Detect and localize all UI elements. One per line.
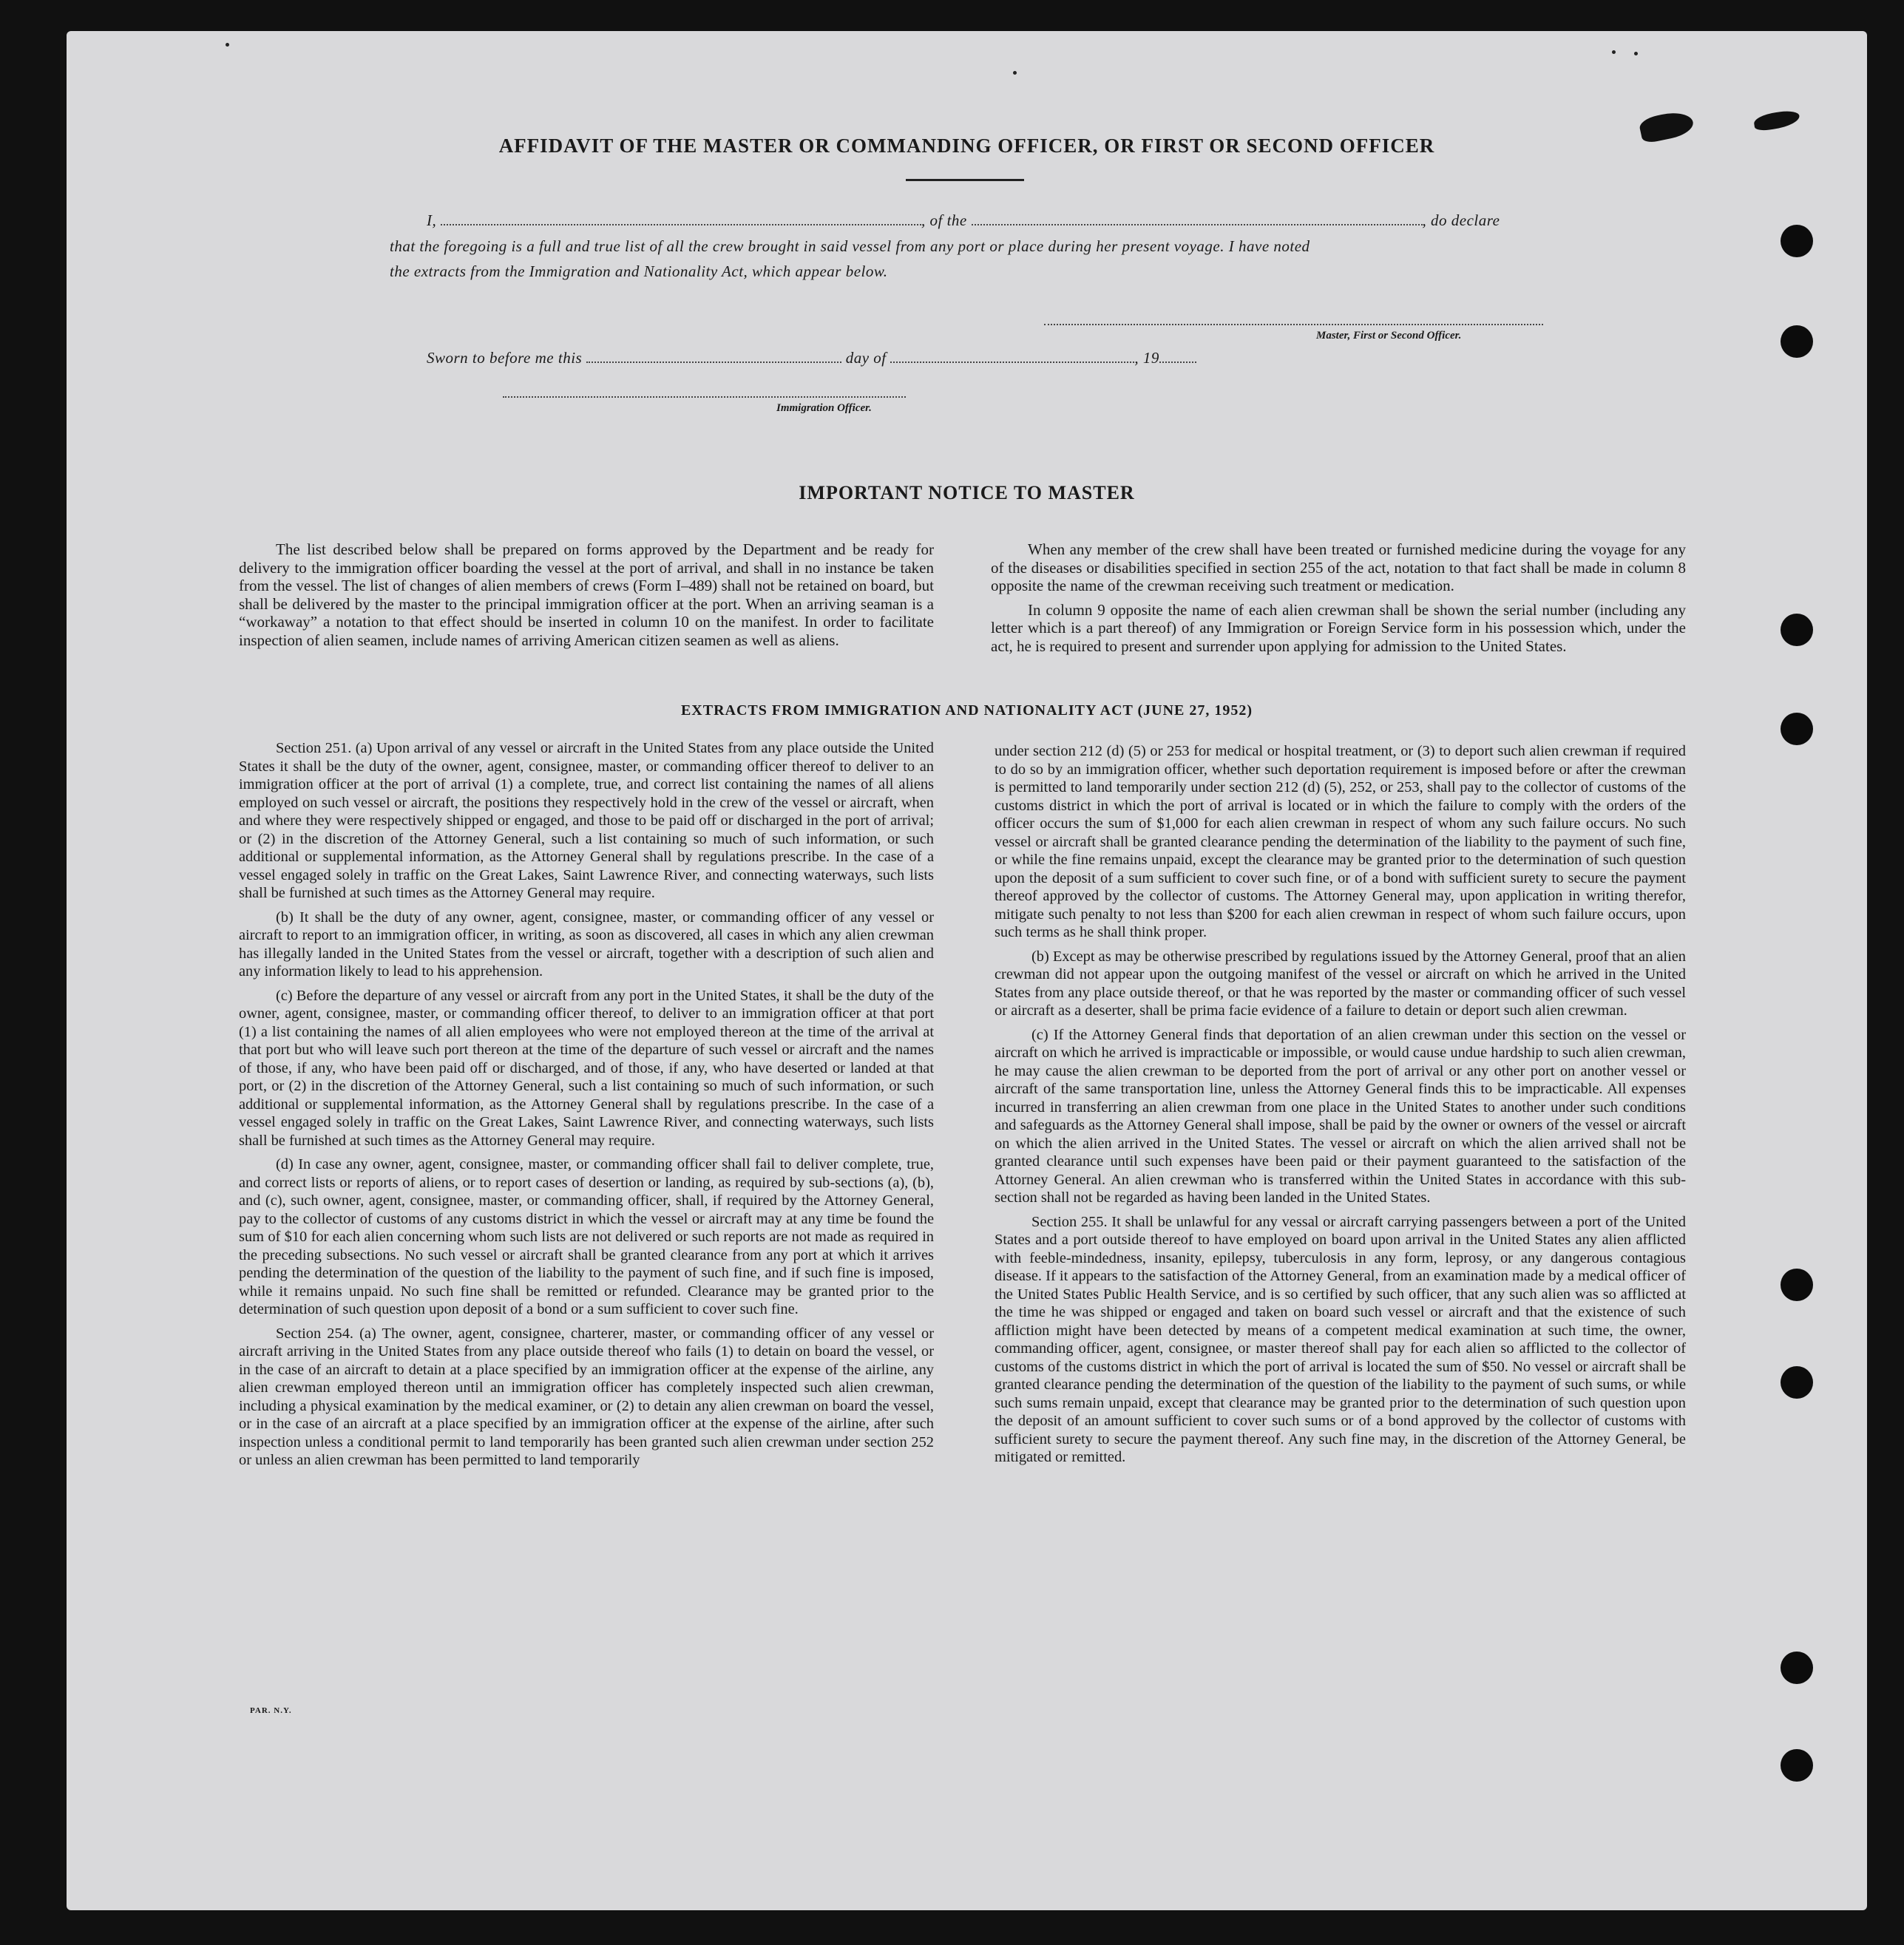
master-signature-line[interactable] [1044,324,1543,325]
sworn-year: , 19 [1134,349,1159,367]
section-251-b: (b) It shall be the duty of any owner, agent, consignee, master, or commanding officer of any vessel or aircraft to report to an immigration officer, in writing, as soon as discovered, all cases in which any alien crewman has illegally landed in the United States from the vessel or aircraft, together with a description of such alien and any information likely to lead to his apprehension. [239,909,934,980]
officer-signature-label: Immigration Officer. [776,402,872,414]
sworn-day-field[interactable] [586,361,841,363]
printer-mark: PAR. N.Y. [250,1706,292,1715]
officer-signature-line[interactable] [503,396,906,398]
notice-left-paragraph: The list described below shall be prepared on forms approved by the Department and be ready for delivery to the immigration officer boarding the vessel at the port of arrival, and shall in no instance be taken from the vessel. The list of changes of alien members of crews (Form I–489) shall not be retained on board, but shall be delivered by the master to the principal immigration officer at the port. When an arriving seaman is a “workaway” a notation to that effect should be inserted in column 10 on the manifest. In order to facilitate inspection of alien seamen, include names of arriving American citizen seamen as well as aliens. [239,540,934,649]
affidavit-title: AFFIDAVIT OF THE MASTER OR COMMANDING OFFICER, OR FIRST OR SECOND OFFICER [498,135,1435,157]
section-255: Section 255. It shall be unlawful for any vessal or aircraft carrying passengers between a port of the United States and a port outside thereof to have employed on board upon arrival in the United States any alien afflicted with feeble-mindedness, insanity, epilepsy, tuberculosis in any form, leprosy, or any dangerous contagious disease. If it appears to the satisfaction of the Attorney General, from an examination made by a medical officer of the United States Public Health Service, and is so certified by such officer, that any such alien was so afflicted at the time he was shipped or engaged and taken on board such vessel or aircraft and that the existence of such affliction might have been detected by means of a competent medical examination at such time, the owner, commanding officer, agent, consignee, or master thereof shall pay for each alien so afflicted to the collector of customs of the customs district in which the port of arrival is located the sum of $50. No vessel or aircraft shall be granted clearance pending the determination of the question of the liability to the payment of such sums, or while such sums remain unpaid, except that clearance may be granted prior to the determination of such question upon the deposit of an amount sufficient to cover such sums or of a bond approved by the collector of customs with sufficient surety to secure the payment thereof. Any such fine may, in the discretion of the Attorney General, be mitigated or remitted. [995,1213,1686,1465]
declaration-of-the: , of the [921,211,967,229]
sworn-month-field[interactable] [890,361,1134,363]
notice-right-paragraph-2: In column 9 opposite the name of each alien crewman shall be shown the serial number (including any letter which is a part thereof) of any Immigration or Foreign Service form in his possession which, under the act, he is required to present and surrender upon applying for admission to the United States. [991,600,1686,655]
section-254-b: (b) Except as may be otherwise prescribed by regulations issued by the Attorney General, proof that an alien crewman did not appear upon the outgoing manifest of the vessel or aircraft on which he arrived in the United States from any place outside thereof, or that he was reported by the master or commanding officer of such vessel or aircraft as a deserter, shall be prima facie evidence of a failure to detain or deport such alien crewman. [995,948,1686,1019]
extracts-left-column [239,739,934,1476]
notice-title: IMPORTANT NOTICE TO MASTER [799,482,1135,503]
binder-hole-3 [1781,614,1813,646]
vessel-field[interactable] [972,224,1423,225]
binder-hole-6 [1781,1366,1813,1399]
declaration-declare: , do declare [1422,211,1500,229]
binder-hole-5 [1781,1269,1813,1301]
section-251-a: Section 251. (a) Upon arrival of any vessel or aircraft in the United States from any place outside the United States it shall be the duty of the owner, agent, consignee, master, or commanding officer thereof to deliver to an immigration officer at the port of arrival (1) a complete, true, and correct list containing the names of all aliens employed on such vessel or aircraft, the positions they respectively hold in the crew of the vessel or aircraft, when and where they were respectively shipped or engaged, and those to be paid off or discharged in the port of arrival; or (2) in the discretion of the Attorney General, such a list containing so much of such information, or such additional or supplemental information, as the Attorney General shall by regulations prescribe. In the case of a vessel engaged solely in traffic on the Great Lakes, Saint Lawrence River, and connecting waterways, such lists shall be furnished at such times as the Attorney General may require. [239,740,934,901]
section-251-d: (d) In case any owner, agent, consignee, master, or commanding officer shall fail to deliver complete, true, and correct lists or reports of aliens, or to report cases of desertion or landing, as required by sub-sections (a), (b), and (c), such owner, agent, consignee, master, or commanding officer, shall, if required by the Attorney General, pay to the collector of customs of any customs district in which the vessel or aircraft may at any time be found the sum of $10 for each alien concerning whom such lists are not delivered or such reports are not made as required in the preceding subsections. No such vessel or aircraft shall be granted clearance from any port at which it arrives pending the determination of the question of the liability to the payment of such fine, and if such fine is imposed, while it remains unpaid. No such fine shall be remitted or refunded. Clearance may be granted prior to the determination of such question upon deposit of a bond or a sum sufficient to cover such fine. [239,1156,934,1317]
speck-3 [1612,50,1616,54]
notice-right-column [991,540,1686,661]
declaration-line-2: that the foregoing is a full and true list of all the crew brought in said vessel from any port or place during her present voyage. I have noted [390,237,1310,255]
binder-hole-2 [1781,325,1813,358]
binder-hole-8 [1781,1749,1813,1782]
sworn-year-field[interactable] [1159,361,1196,363]
form-page [67,31,1867,1910]
master-signature-label: Master, First or Second Officer. [1316,330,1462,342]
sworn-line [427,349,1196,367]
binder-hole-1 [1781,225,1813,257]
binder-hole-4 [1781,713,1813,745]
section-254-a-cont: under section 212 (d) (5) or 253 for medical or hospital treatment, or (3) to deport such alien crewman if required to do so by an immigration officer, whether such deportation requirement is imposed before or after the crewman is permitted to land temporarily under section 212 (d) (5), 252, or 253, shall pay to the collector of customs of the customs district in which the port of arrival is located or in which the failure to comply with the orders of the officer occurs the sum of $1,000 for each alien crewman in respect of whom any such failure occurs. No such vessel or aircraft shall be granted clearance pending the determination of the liability to the payment of such fine, or while the fine remains unpaid, except the clearance may be granted prior to the determination of such question upon the deposit of a sum sufficient to cover such fine, or of a bond with sufficient surety to secure the payment thereof approved by the collector of customs. The Attorney General may, upon application in writing therefor, mitigate such penalty to not less than $200 for each alien crewman in respect of whom such failure occurs, upon such terms as he shall think proper. [995,743,1686,940]
speck-2 [1013,71,1017,75]
sworn-prefix: Sworn to before me this [427,349,583,367]
name-field[interactable] [441,224,921,225]
declaration-line-3: the extracts from the Immigration and Nationality Act, which appear below. [390,262,888,280]
declaration-i: I, [427,211,437,229]
speck-4 [1634,52,1638,55]
section-254-a: Section 254. (a) The owner, agent, consignee, charterer, master, or commanding officer of any vessel or aircraft arriving in the United States from any place outside thereof who fails (1) to detain on board the vessel, or in the case of an aircraft to detain at a place specified by an immigration officer at the expense of the airline, any alien crewman employed thereon until an immigration officer has completely inspected such alien crewman, including a physical examination by the medical examiner, or (2) to detain any alien crewman on board the vessel, or in the case of an aircraft at a place specified by an immigration officer at the expense of the airline, after such inspection unless a conditional permit to land temporarily has been granted such alien crewman under section 252 or unless an alien crewman has been permitted to land temporarily [239,1325,934,1468]
speck-1 [226,43,229,47]
notice-right-paragraph-1: When any member of the crew shall have been treated or furnished medicine during the voyage for any of the diseases or disabilities specified in section 255 of the act, notation to that fact shall be made in column 8 opposite the name of the crewman receiving such treatment or medication. [991,540,1686,594]
section-251-c: (c) Before the departure of any vessel or aircraft from any port in the United States, it shall be the duty of the owner, agent, consignee, master, or commanding officer thereof, to deliver to an immigration officer at that port (1) a list containing the names of all alien employees who were not employed thereon at the time of the arrival at that port but who will leave such port thereon at the time of the departure of such vessel or aircraft and the names of those, if any, who have been paid off or discharged, and of those, if any, who have deserted or landed at that port, or (2) in the discretion of the Attorney General, such a list containing so much of such information, or such additional or supplemental information, as the Attorney General shall by regulations prescribe. In the case of a vessel engaged solely in traffic on the Great Lakes, Saint Lawrence River, and connecting waterways, such lists shall be furnished at such times as the Attorney General may require. [239,987,934,1149]
notice-left-column [239,540,934,655]
binder-hole-7 [1781,1652,1813,1684]
sworn-day-of: day of [845,349,887,367]
extracts-title: EXTRACTS FROM IMMIGRATION AND NATIONALITY ACT (JUNE 27, 1952) [680,702,1253,719]
title-underline [906,179,1024,181]
extracts-right-column [995,742,1686,1473]
section-254-c: (c) If the Attorney General finds that deportation of an alien crewman under this section on the vessel or aircraft on which he arrived is impracticable or impossible, or would cause undue hardship to such alien crewman, he may cause the alien crewman to be deported from the port of arrival or any other port on another vessel or aircraft of the same transportation line, unless the Attorney General finds this to be impracticable. All expenses incurred in transferring an alien crewman from one place in the United States to another under such conditions and safeguards as the Attorney General shall impose, shall be paid by the owner or owners of the vessel or aircraft on which the alien arrived in the United States. The vessel or aircraft on which the alien arrived shall not be granted clearance until such expenses have been paid or their payment guaranteed to the satisfaction of the Attorney General. An alien crewman who is transferred within the United States in accordance with this sub-section shall not be regarded as having been landed in the United States. [995,1026,1686,1206]
declaration-line-1 [427,211,1500,230]
ink-blot-2 [1753,109,1800,132]
